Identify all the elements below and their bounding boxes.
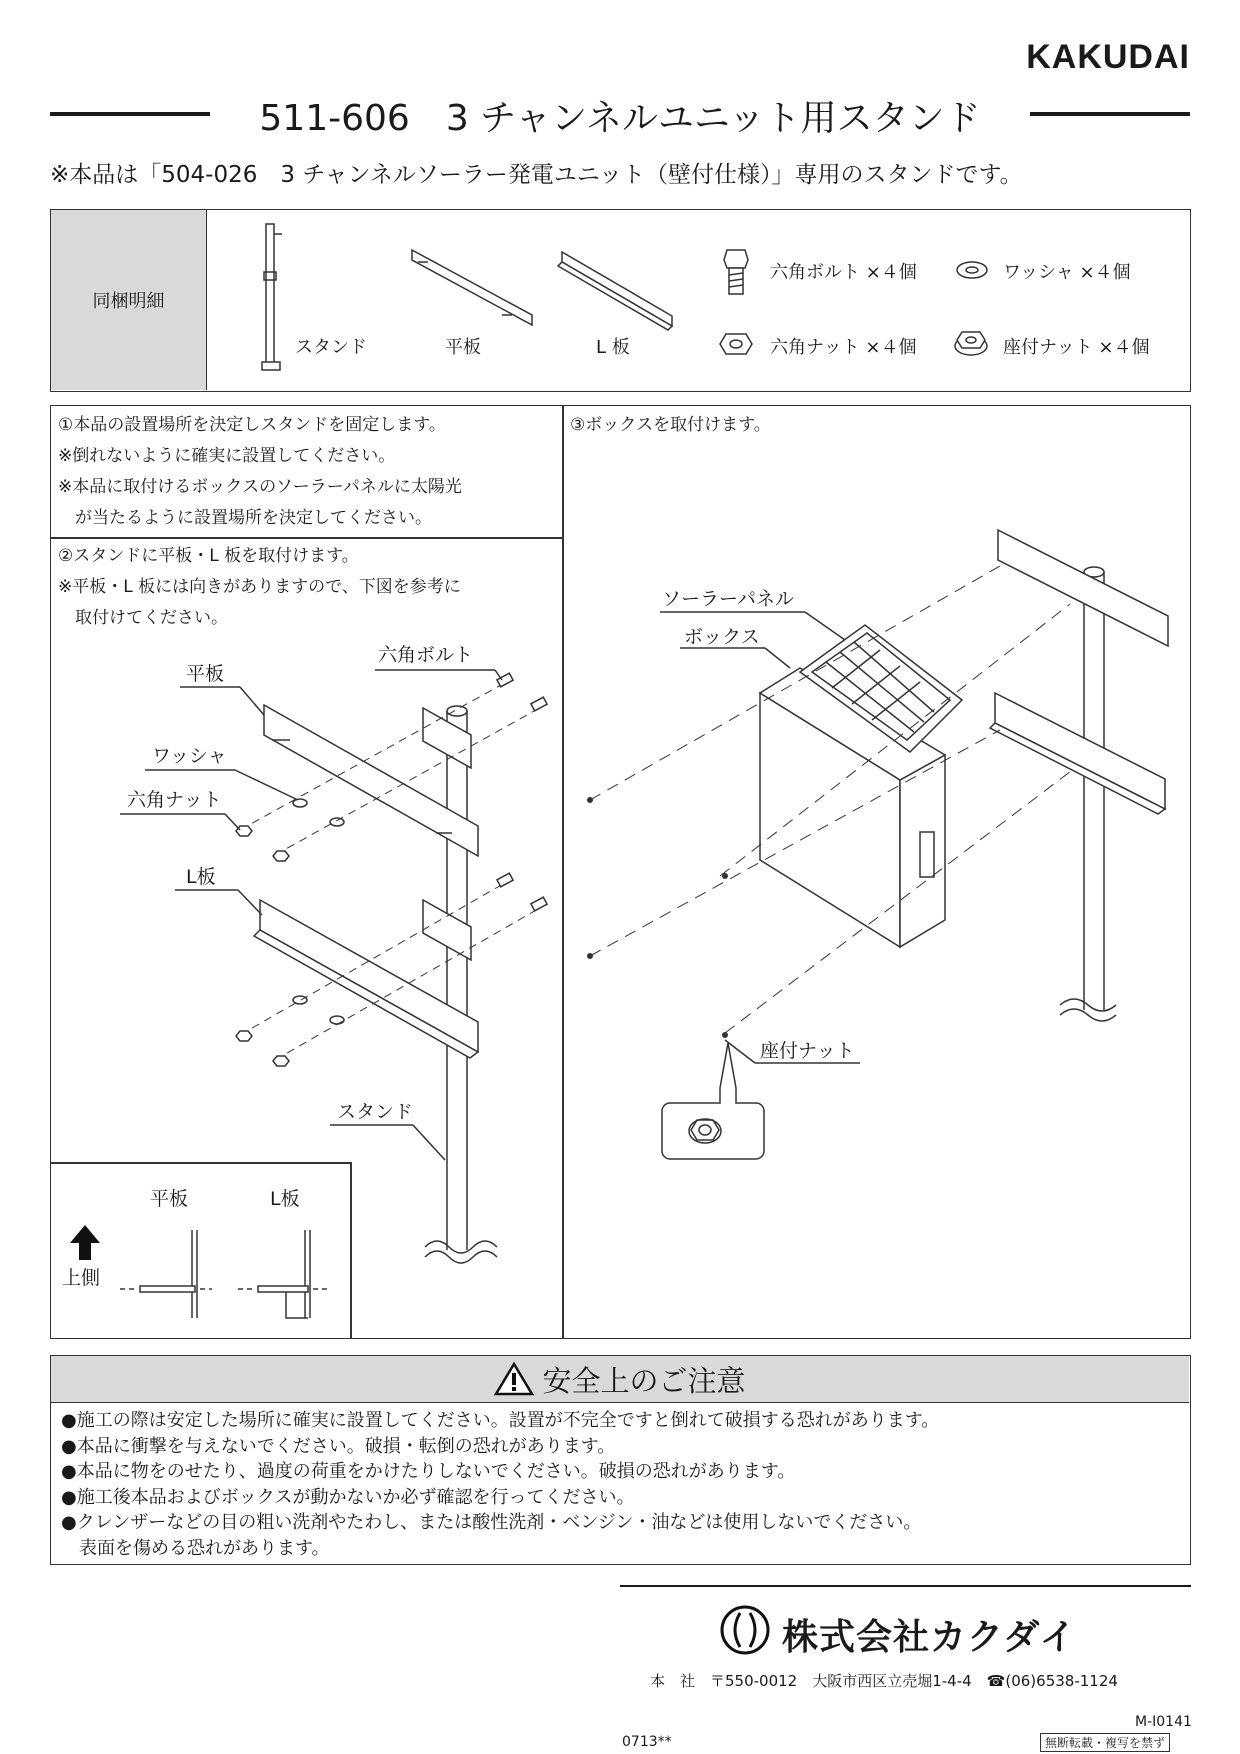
orientation-flat-plate-label: 平板 (150, 1188, 189, 1210)
step1-line: ※倒れないように確実に設置してください。 (58, 446, 396, 466)
safety-item: ●本品に物をのせたり、過度の荷重をかけたりしないでください。破損の恐れがあります。 (61, 1461, 796, 1482)
safety-item: ●施工の際は安定した場所に確実に設置してください。設置が不完全ですと倒れて破損する恐れがあります。 (61, 1410, 940, 1431)
company-address: 本 社 〒550-0012 大阪市西区立売堀1-4-4 ☎(06)6538-1124 (650, 1672, 1118, 1690)
flange-nut-part-label: 座付ナット ×４個 (1003, 337, 1150, 358)
flat-plate-part-label: 平板 (445, 337, 481, 358)
step3-flat-plate (998, 530, 1168, 646)
step2-line: ②スタンドに平板・L 板を取付けます。 (58, 546, 359, 566)
step2-line: 取付けてください。 (58, 608, 228, 628)
safety-title: 安全上のご注意 (542, 1363, 746, 1398)
washer-part-label: ワッシャ ×４個 (1003, 262, 1131, 283)
callout-stand: スタンド (337, 1101, 414, 1123)
company-logo-mark (720, 1605, 780, 1655)
safety-item: ●クレンザーなどの目の粗い洗剤やたわし、または酸性洗剤・ベンジン・油などは使用しないでください。 (61, 1512, 922, 1533)
doc-code: M-I0141 (1135, 1714, 1192, 1730)
step1-line: ①本品の設置場所を決定しスタンドを固定します。 (58, 415, 446, 435)
safety-list (61, 1408, 939, 1561)
brand-logo-text: KAKUDAI (1026, 38, 1190, 76)
callout-box: ボックス (684, 626, 760, 648)
step1-line: ※本品に取付けるボックスのソーラーパネルに太陽光 (58, 477, 462, 497)
l-plate-part-label: L 板 (596, 337, 630, 358)
step2-line: ※平板・L 板には向きがありますので、下図を参考に (58, 577, 461, 597)
warning-triangle-icon (494, 1362, 534, 1396)
callout-hex-nut: 六角ナット (127, 789, 222, 811)
stand-part-label: スタンド (295, 337, 367, 358)
step1-line: が当たるように設置場所を決定してください。 (58, 508, 432, 528)
hex-bolt-part-label: 六角ボルト ×４個 (770, 262, 917, 283)
callout-solar-panel: ソーラーパネル (662, 588, 795, 610)
contents-label: 同梱明細 (51, 210, 207, 390)
callout-l-plate: L板 (186, 866, 216, 888)
safety-item: 表面を傷める恐れがあります。 (61, 1537, 330, 1559)
orientation-up-side-label: 上側 (62, 1267, 101, 1289)
callout-flange-nut: 座付ナット (760, 1040, 855, 1062)
step3-l-plate (995, 693, 1165, 809)
print-code: 0713** (622, 1734, 672, 1750)
copy-notice: 無断転載・複写を禁ず (1040, 1733, 1170, 1752)
page-subtitle: ※本品は「504-026 3 チャンネルソーラー発電ユニット（壁付仕様）」専用のスタンドです。 (50, 162, 1023, 188)
callout-flat-plate: 平板 (186, 663, 225, 685)
company-name: 株式会社カクダイ (782, 1617, 1077, 1658)
safety-item: ●施工後本品およびボックスが動かないか必ず確認を行ってください。 (61, 1486, 635, 1508)
step3-heading: ③ボックスを取付けます。 (570, 415, 771, 435)
page-title: 511-606 3 チャンネルユニット用スタンド (259, 98, 981, 139)
orientation-l-plate-label: L板 (270, 1188, 300, 1210)
safety-header (51, 1356, 1189, 1403)
callout-washer: ワッシャ (152, 745, 227, 767)
safety-box (50, 1355, 1191, 1565)
footer-rule (620, 1585, 1191, 1587)
callout-hex-bolt: 六角ボルト (378, 644, 474, 666)
hex-nut-part-label: 六角ナット ×４個 (770, 337, 917, 358)
safety-item: ●本品に衝撃を与えないでください。破損・転倒の恐れがあります。 (61, 1435, 616, 1457)
